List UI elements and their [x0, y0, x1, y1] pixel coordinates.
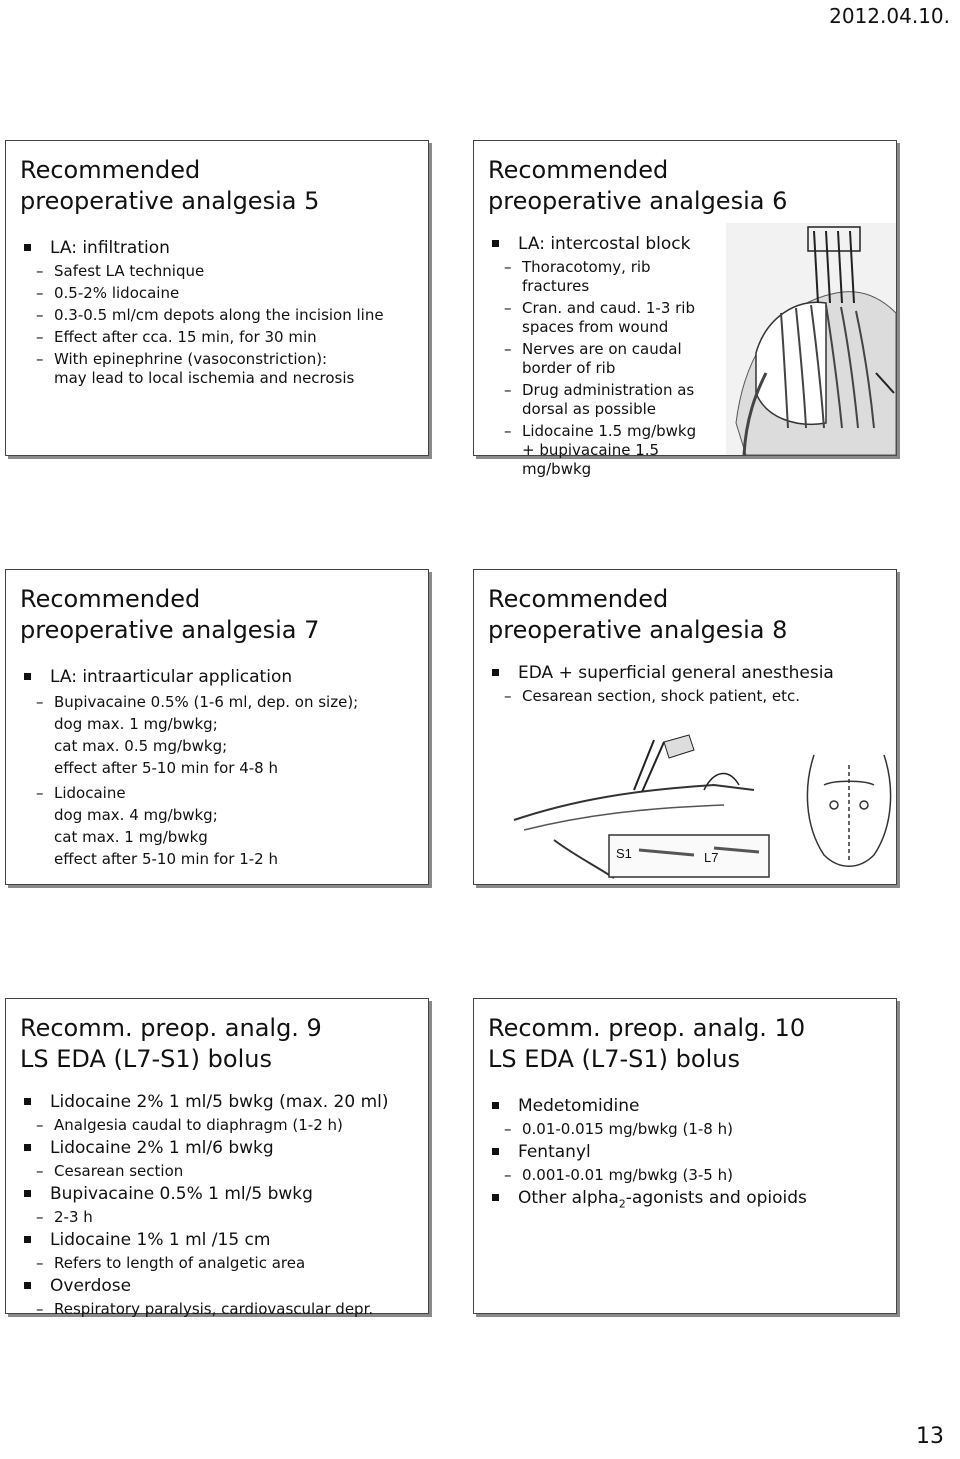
bullet-list: [20, 235, 420, 388]
epidural-illustration: [514, 730, 894, 880]
title-line: Recomm. preop. analg. 10: [488, 1014, 806, 1042]
title-line: Recommended: [488, 156, 669, 184]
bullet-item: EDA + superficial general anesthesia: [488, 662, 888, 684]
bullet-item: Medetomidine: [488, 1095, 888, 1117]
bullet-item: [488, 1187, 888, 1215]
sub-bullet-item: – Analgesia caudal to diaphragm (1-2 h): [20, 1116, 420, 1135]
sub-bullet-item: – Bupivacaine 0.5% (1-6 ml, dep. on size); dog max. 1 mg/bwkg; cat max. 0.5 mg/bwkg; effect after 5-10 min for 4-8 h: [20, 691, 420, 779]
bullet-item: Lidocaine 2% 1 ml/6 bwkg: [20, 1137, 420, 1159]
title-line: preoperative analgesia 6: [488, 187, 788, 215]
sub-bullet-item: – 0.5-2% lidocaine: [20, 284, 420, 303]
sub-bullet-item: – Lidocaine 1.5 mg/bwkg + bupivacaine 1.5 mg/bwkg: [488, 422, 716, 479]
item-subscript: 2: [618, 1197, 626, 1211]
bullet-item: Overdose: [20, 1275, 420, 1297]
title-line: preoperative analgesia 7: [20, 616, 320, 644]
title-line: preoperative analgesia 5: [20, 187, 320, 215]
sub-bullet-item: – 0.001-0.01 mg/bwkg (3-5 h): [488, 1166, 888, 1185]
title-line: Recommended: [488, 585, 669, 613]
intercostal-block-illustration: [726, 223, 896, 455]
sub-bullet-item: – With epinephrine (vasoconstriction): may lead to local ischemia and necrosis: [20, 350, 420, 388]
sub-bullet-item: – Respiratory paralysis, cardiovascular depr.: [20, 1300, 420, 1319]
slide-title: [20, 155, 420, 217]
sub-bullet-item: – Cesarean section: [20, 1162, 420, 1181]
sub-bullet-item: – Nerves are on caudal border of rib: [488, 340, 716, 378]
item-text: -agonists and opioids: [625, 1188, 807, 1208]
bullet-list: [20, 664, 420, 870]
title-line: LS EDA (L7-S1) bolus: [488, 1045, 740, 1073]
slide-title: [488, 584, 888, 646]
title-line: preoperative analgesia 8: [488, 616, 788, 644]
slide-analgesia-6: [473, 140, 897, 478]
sub-bullet-item: – Refers to length of analgetic area: [20, 1254, 420, 1273]
slide-analgesia-8: [473, 569, 897, 885]
bullet-list: [20, 1089, 420, 1319]
sub-bullet-item: – Lidocaine dog max. 4 mg/bwkg; cat max. 1 mg/bwkg effect after 5-10 min for 1-2 h: [20, 782, 420, 870]
s1-label: S1: [616, 846, 632, 861]
slide-title: [20, 584, 420, 646]
bullet-item: LA: infiltration: [20, 237, 420, 259]
sub-bullet-item: – Drug administration as dorsal as possible: [488, 381, 716, 419]
title-line: Recomm. preop. analg. 9: [20, 1014, 322, 1042]
sub-bullet-item: – 0.01-0.015 mg/bwkg (1-8 h): [488, 1120, 888, 1139]
title-line: Recommended: [20, 585, 201, 613]
bullet-list: [488, 231, 716, 479]
l7-label: L7: [704, 850, 719, 865]
slide-analgesia-7: [5, 569, 429, 885]
bullet-list: [488, 660, 888, 706]
document-date: 2012.04.10.: [829, 4, 950, 28]
bullet-item: Bupivacaine 0.5% 1 ml/5 bwkg: [20, 1183, 420, 1205]
slide-analgesia-10: [473, 998, 897, 1314]
item-text: Other alpha: [518, 1188, 619, 1208]
bullet-item: LA: intercostal block: [488, 233, 716, 255]
sub-bullet-item: – Cesarean section, shock patient, etc.: [488, 687, 888, 706]
slide-title: [488, 155, 888, 217]
page-number: 13: [916, 1424, 944, 1449]
bullet-item: Fentanyl: [488, 1141, 888, 1163]
slide-analgesia-9: [5, 998, 429, 1318]
slide-analgesia-5: [5, 140, 429, 456]
sub-bullet-item: – Thoracotomy, rib fractures: [488, 258, 716, 296]
bullet-item: Lidocaine 2% 1 ml/5 bwkg (max. 20 ml): [20, 1091, 420, 1113]
sub-bullet-item: – 0.3-0.5 ml/cm depots along the incision line: [20, 306, 420, 325]
sub-bullet-item: – Safest LA technique: [20, 262, 420, 281]
sub-bullet-item: – Cran. and caud. 1-3 rib spaces from wound: [488, 299, 716, 337]
bullet-list: [488, 1093, 888, 1215]
slide-title: [20, 1013, 420, 1075]
title-line: Recommended: [20, 156, 201, 184]
slide-title: [488, 1013, 888, 1075]
title-line: LS EDA (L7-S1) bolus: [20, 1045, 272, 1073]
sub-bullet-item: – Effect after cca. 15 min, for 30 min: [20, 328, 420, 347]
bullet-item: Lidocaine 1% 1 ml /15 cm: [20, 1229, 420, 1251]
sub-bullet-item: – 2-3 h: [20, 1208, 420, 1227]
bullet-item: LA: intraarticular application: [20, 666, 420, 688]
